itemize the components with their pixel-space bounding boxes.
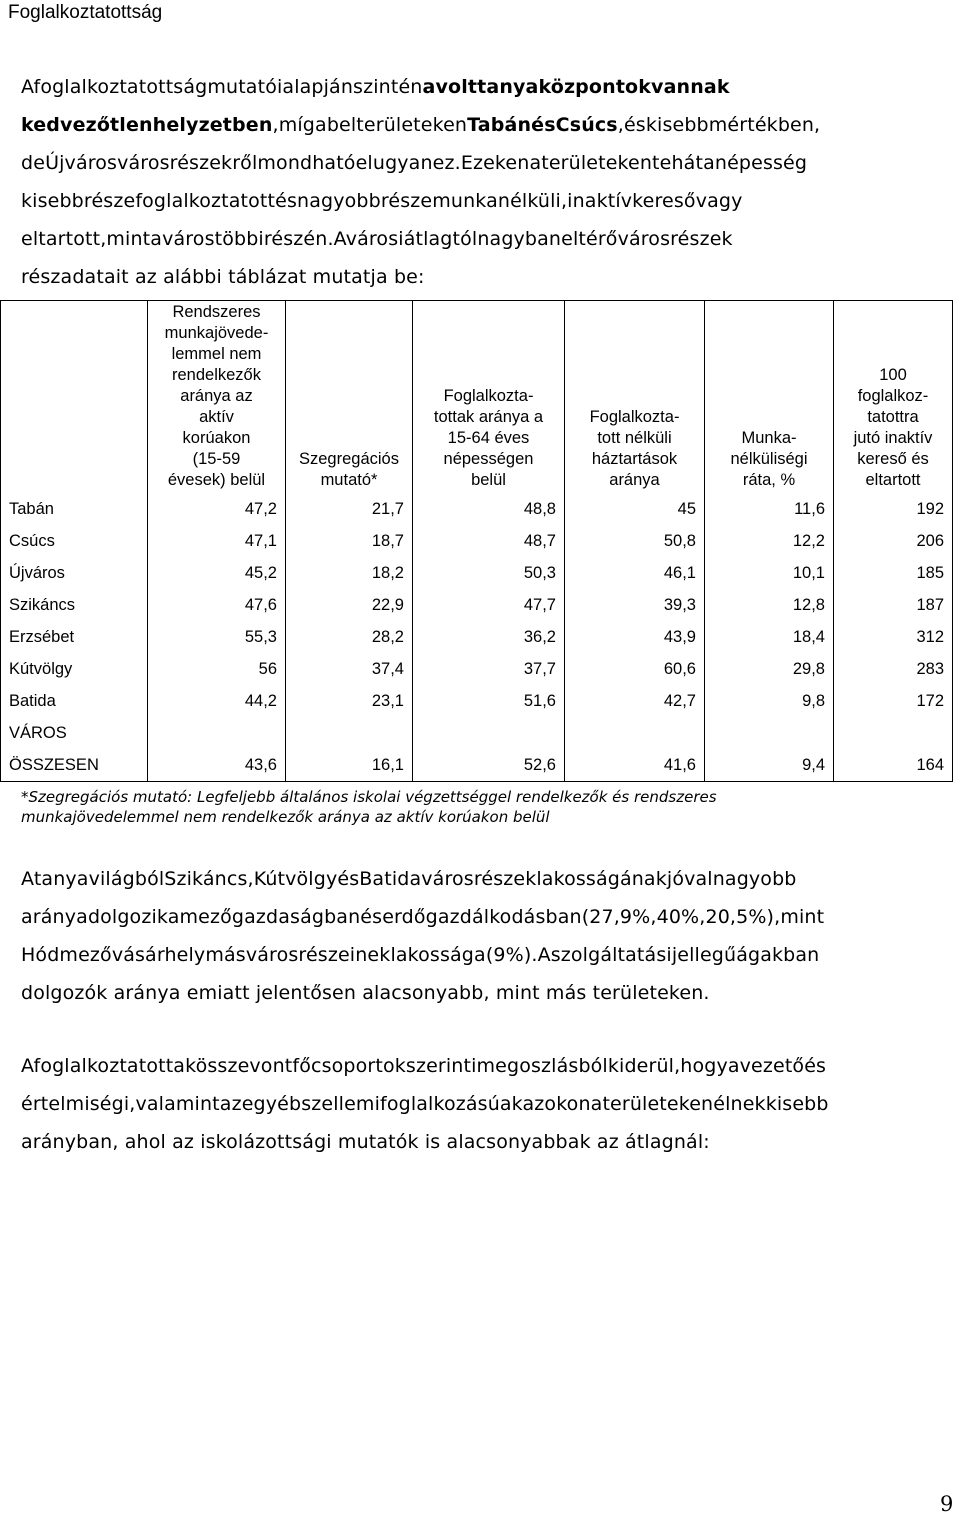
row-label: Erzsébet [1, 621, 148, 653]
table-row [1, 621, 953, 653]
table-cell: 21,7 [286, 493, 413, 525]
paragraph-line: arányban, ahol az iskolázottsági mutatók is alacsonyabbak az átlagnál: [21, 1131, 710, 1153]
table-row [1, 685, 953, 717]
table-cell: 11,6 [705, 493, 834, 525]
table-cell: 48,7 [413, 525, 565, 557]
paragraph-line: részadatait az alábbi táblázat mutatja be: [21, 266, 425, 288]
table-cell: 52,6 [413, 717, 565, 782]
paragraph-line: Hódmezővásárhelymásvárosrészeineklakossága(9%).Aszolgáltatásijellegűágakban [21, 944, 820, 966]
paragraph-line: Afoglalkoztatottságmutatóialapjánszinténavolttanyaközpontokvannak [21, 76, 730, 98]
table-cell: 187 [834, 589, 953, 621]
employment-table [0, 300, 953, 782]
footnote-line-1: *Szegregációs mutató: Legfeljebb általános iskolai végzettséggel rendelkezők és rendszeres [21, 788, 717, 806]
paragraph-line: Afoglalkoztatottakösszevontfőcsoportokszerintimegoszlásbólkiderül,hogyavezetőés [21, 1055, 827, 1077]
table-cell: 37,4 [286, 653, 413, 685]
page-number: 9 [940, 1492, 954, 1516]
row-label: VÁROS ÖSSZESEN [1, 717, 148, 782]
paragraph-line: arányadolgozikamezőgazdaságbanéserdőgazdálkodásban(27,9%,40%,20,5%),mint [21, 906, 825, 928]
table-cell: 312 [834, 621, 953, 653]
table-cell: 39,3 [565, 589, 705, 621]
table-cell: 9,4 [705, 717, 834, 782]
table-cell: 48,8 [413, 493, 565, 525]
table-cell: 185 [834, 557, 953, 589]
table-cell: 50,8 [565, 525, 705, 557]
table-cell: 18,7 [286, 525, 413, 557]
table-cell: 192 [834, 493, 953, 525]
paragraph-line: kisebbrészefoglalkoztatottésnagyobbrészemunkanélküli,inaktívkeresővagy [21, 190, 743, 212]
table-row [1, 557, 953, 589]
agriculture-paragraph [21, 860, 956, 1012]
row-label: Csúcs [1, 525, 148, 557]
table-cell: 18,4 [705, 621, 834, 653]
column-header: Rendszeres munkajövede- lemmel nem rendelkezők aránya az aktív korúakon (15-59 évesek) belül [148, 301, 286, 494]
row-label: Szikáncs [1, 589, 148, 621]
row-label: Kútvölgy [1, 653, 148, 685]
table-cell: 12,8 [705, 589, 834, 621]
column-header: Munka- nélküliségi ráta, % [705, 301, 834, 494]
table-cell: 50,3 [413, 557, 565, 589]
table-cell: 46,1 [565, 557, 705, 589]
row-label: Tabán [1, 493, 148, 525]
paragraph-line: dolgozók aránya emiatt jelentősen alacsonyabb, mint más területeken. [21, 982, 710, 1004]
table-cell: 10,1 [705, 557, 834, 589]
table-row [1, 493, 953, 525]
table-cell: 60,6 [565, 653, 705, 685]
table-cell: 41,6 [565, 717, 705, 782]
table-cell: 45,2 [148, 557, 286, 589]
intro-paragraph [21, 68, 956, 296]
table-row [1, 589, 953, 621]
table-cell: 43,6 [148, 717, 286, 782]
header-corner [1, 301, 148, 494]
column-header: Foglalkozta- tott nélküli háztartások aránya [565, 301, 705, 494]
table-cell: 45 [565, 493, 705, 525]
row-label: Újváros [1, 557, 148, 589]
section-heading: Foglalkoztatottság [8, 2, 163, 23]
table-header-row [1, 301, 953, 494]
table-cell: 55,3 [148, 621, 286, 653]
paragraph-line: értelmiségi,valamintazegyébszellemifoglalkozásúakazokonaterületekenélnekkisebb [21, 1093, 829, 1115]
occupation-paragraph [21, 1047, 956, 1161]
table-cell: 9,8 [705, 685, 834, 717]
table-cell: 56 [148, 653, 286, 685]
total-row [1, 717, 953, 782]
table-cell: 206 [834, 525, 953, 557]
table-cell: 23,1 [286, 685, 413, 717]
table-cell: 47,7 [413, 589, 565, 621]
table-cell: 28,2 [286, 621, 413, 653]
paragraph-line: deÚjvárosvárosrészekrőlmondhatóelugyanez.Ezekenaterületekentehátanépesség [21, 152, 808, 174]
table-cell: 16,1 [286, 717, 413, 782]
table-row [1, 525, 953, 557]
table-footnote [21, 787, 921, 827]
table-cell: 37,7 [413, 653, 565, 685]
row-label: Batida [1, 685, 148, 717]
table-cell: 164 [834, 717, 953, 782]
table-row [1, 653, 953, 685]
paragraph-line: kedvezőtlenhelyzetben,mígabelterületekenTabánésCsúcs,éskisebbmértékben, [21, 114, 821, 136]
table-cell: 47,1 [148, 525, 286, 557]
table-cell: 47,6 [148, 589, 286, 621]
column-header: Szegregációs mutató* [286, 301, 413, 494]
table-cell: 43,9 [565, 621, 705, 653]
paragraph-line: eltartott,mintavárostöbbirészén.Avárosiátlagtólnagybaneltérővárosrészek [21, 228, 733, 250]
column-header: 100 foglalkoz- tatottra jutó inaktív kereső és eltartott [834, 301, 953, 494]
table-cell: 172 [834, 685, 953, 717]
table-cell: 51,6 [413, 685, 565, 717]
table-cell: 47,2 [148, 493, 286, 525]
table-cell: 44,2 [148, 685, 286, 717]
footnote-line-2: munkajövedelemmel nem rendelkezők aránya az aktív korúakon belül [21, 808, 550, 826]
table-cell: 18,2 [286, 557, 413, 589]
table-cell: 22,9 [286, 589, 413, 621]
paragraph-line: AtanyavilágbólSzikáncs,KútvölgyésBatidavárosrészeklakosságánakjóvalnagyobb [21, 868, 797, 890]
table-cell: 283 [834, 653, 953, 685]
table-cell: 12,2 [705, 525, 834, 557]
column-header: Foglalkozta- tottak aránya a 15-64 éves népességen belül [413, 301, 565, 494]
table-cell: 29,8 [705, 653, 834, 685]
table-cell: 42,7 [565, 685, 705, 717]
table-cell: 36,2 [413, 621, 565, 653]
